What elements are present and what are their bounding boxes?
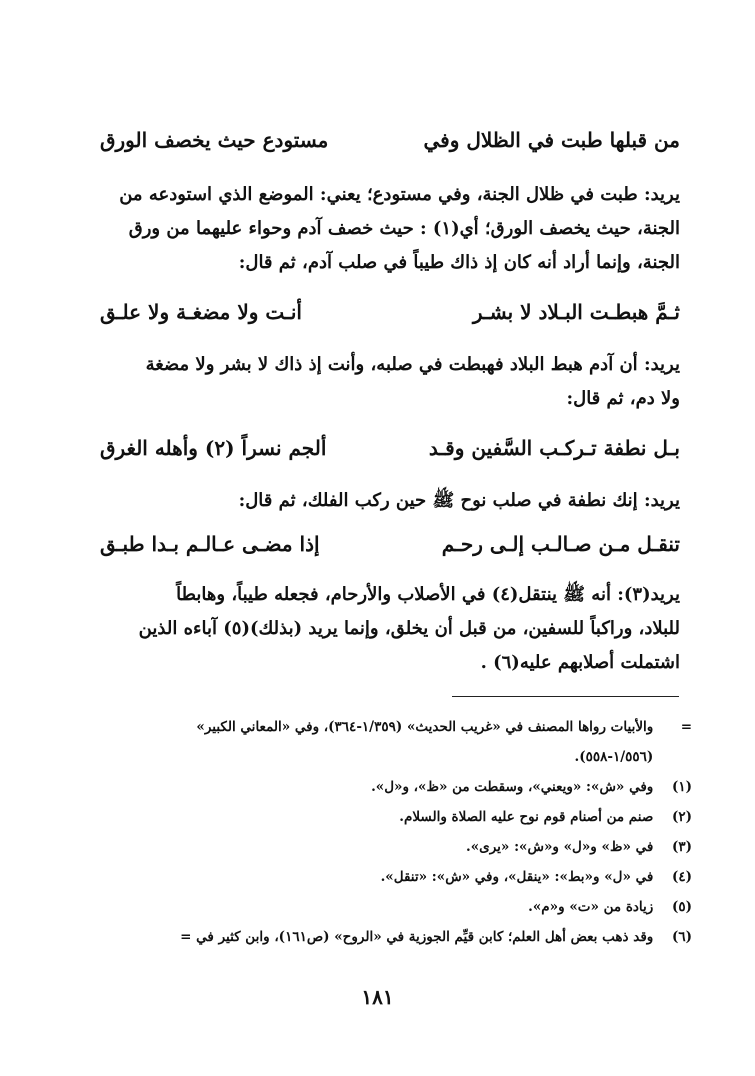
footnote-separator	[452, 696, 679, 697]
footnote-marker: (٣)	[671, 839, 692, 855]
verse-line	[100, 128, 680, 168]
footnote-marker: (٤)	[671, 869, 692, 885]
footnote-marker: (٢)	[671, 809, 692, 825]
footnote-text: (١/٥٥٦-٥٥٨).	[574, 749, 654, 765]
verse-second-hemistich: مستودع حيث يخصف الورق	[100, 128, 329, 152]
commentary-paragraph	[100, 484, 680, 518]
verse-first-hemistich: ثـمَّ هبطـت البـلاد لا بشـر	[472, 300, 680, 324]
text-line: الجنة، حيث يخصف الورق؛ أي(١) : حيث خصف آدم وحواء عليهما من ورق	[128, 218, 680, 239]
verse-first-hemistich: تنقـل مـن صـالـب إلـى رحـم	[441, 532, 680, 556]
verse-first-hemistich: بـل نطفة تـركـب السَّفين وقـد	[428, 436, 680, 460]
footnote	[92, 862, 692, 892]
verse-line	[100, 300, 680, 340]
footnote-text: والأبيات رواها المصنف في «غريب الحديث» (١/٣٥٩-٣٦٤)، وفي «المعاني الكبير»	[196, 719, 654, 735]
verse-first-hemistich: من قبلها طبت في الظلال وفي	[423, 128, 680, 152]
verse-second-hemistich: إذا مضـى عـالـم بـدا طبـق	[100, 532, 320, 556]
footnote-marker: =	[680, 719, 692, 735]
page-number: ١٨١	[361, 985, 394, 1009]
text-line: اشتملت أصلابهم عليه(٦) .	[480, 652, 680, 673]
text-line: الجنة، وإنما أراد أنه كان إذ ذاك طيباً في صلب آدم، ثم قال:	[238, 252, 680, 273]
footnote-text: في «ل» و«بط»: «ينقل»، وفي «ش»: «تنقل».	[380, 869, 654, 885]
text-line: يريد: أن آدم هبط البلاد فهبطت في صلبه، وأنت إذ ذاك لا بشر ولا مضغة	[145, 354, 680, 375]
footnotes	[92, 712, 692, 952]
commentary-paragraph	[100, 178, 680, 280]
footnote-marker: (٦)	[671, 929, 692, 945]
text-line: يريد(٣): أنه ﷺ ينتقل(٤) في الأصلاب والأرحام، فجعله طيباً، وهابطاً	[176, 584, 680, 605]
text-line: للبلاد، وراكباً للسفين، من قبل أن يخلق، وإنما يريد (بذلك)(٥) آباءه الذين	[138, 618, 680, 639]
text-line: يريد: إنك نطفة في صلب نوح ﷺ حين ركب الفلك، ثم قال:	[238, 490, 680, 511]
footnote-marker: (١)	[671, 779, 692, 795]
footnote	[92, 802, 692, 832]
footnote	[92, 772, 692, 802]
verse-second-hemistich: ألجم نسراً (٢) وأهله الغرق	[100, 436, 327, 460]
footnote-text: صنم من أصنام قوم نوح عليه الصلاة والسلام.	[399, 809, 654, 825]
footnote-marker: (٥)	[671, 899, 692, 915]
commentary-paragraph	[100, 348, 680, 416]
verse-line	[100, 532, 680, 572]
footnote-text: وقد ذهب بعض أهل العلم؛ كابن قيِّم الجوزية في «الروح» (ص١٦١)، وابن كثير في =	[180, 929, 654, 945]
verse-line	[100, 436, 680, 476]
commentary-paragraph	[100, 578, 680, 680]
footnote-text: زيادة من «ت» و«م».	[528, 899, 654, 915]
footnote	[92, 712, 692, 742]
footnote	[92, 742, 692, 772]
footnote	[92, 922, 692, 952]
footnote	[92, 832, 692, 862]
footnote-text: في «ظ» و«ل» و«ش»: «يرى».	[466, 839, 654, 855]
verse-second-hemistich: أنـت ولا مضغـة ولا علـق	[100, 300, 302, 324]
footnote-text: وفي «ش»: «ويعني»، وسقطت من «ظ»، و«ل».	[371, 779, 654, 795]
footnote	[92, 892, 692, 922]
text-line: ولا دم، ثم قال:	[566, 388, 680, 409]
text-line: يريد: طبت في ظلال الجنة، وفي مستودع؛ يعني: الموضع الذي استودعه من	[119, 184, 680, 205]
